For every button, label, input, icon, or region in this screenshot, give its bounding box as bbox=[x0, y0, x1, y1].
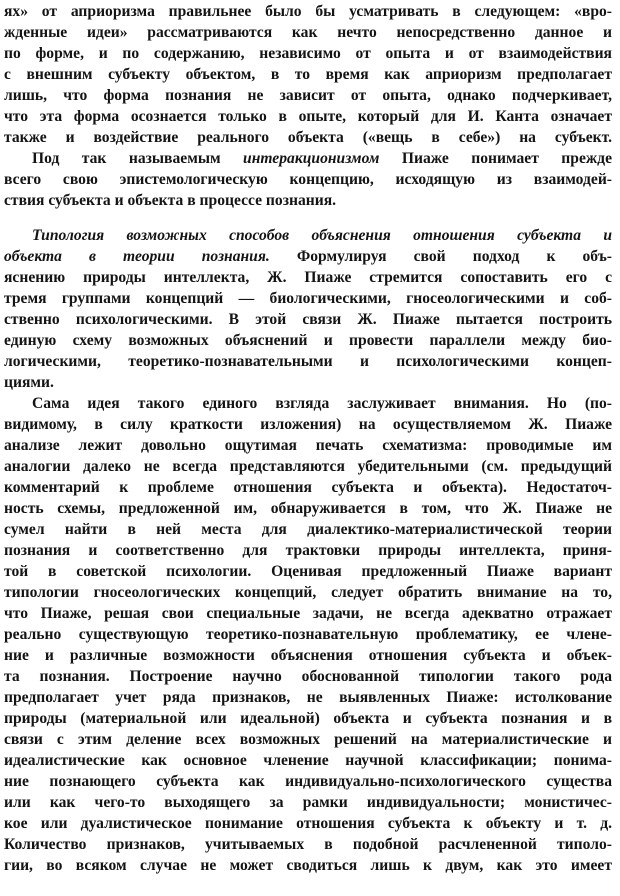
p4-line: анализе лежит довольно ощутимая печать схематизма: проводимые им bbox=[4, 437, 612, 454]
p3-line: ственно психологическими. В этой связи Ж. Пиаже пытается построить bbox=[4, 311, 612, 328]
p4-line: ние познающего субъекта как индивидуально-психологического существа bbox=[4, 773, 612, 790]
section-heading-end: объекта в теории познания. bbox=[4, 248, 270, 265]
p4-line: сумел найти в ней места для диалектико-материалистической теории bbox=[4, 521, 612, 538]
p3-line: тремя группами концепций — биологическими, гносеологическими и соб- bbox=[4, 290, 612, 307]
p4-line: видимому, в силу краткости изложения) на осуществляемом Ж. Пиаже bbox=[4, 416, 612, 433]
p1-line: лишь, что форма познания не зависит от опыта, однако подчеркивает, bbox=[4, 87, 612, 104]
p2-line: всего свою эпистемологическую концепцию, исходящую из взаимодей- bbox=[4, 171, 612, 188]
p4-line: комментарий к проблеме отношения субъекта и объекта). Недостаточ- bbox=[4, 479, 612, 496]
p1-line: ях» от априоризма правильнее было бы усматривать в следующем: «вро- bbox=[4, 3, 612, 20]
p4-line: типологии гносеологических концепций, следует обратить внимание на то, bbox=[4, 584, 612, 601]
p4-line: предполагает учет ряда признаков, не выявленных Пиаже: истолкование bbox=[4, 689, 612, 706]
p4-line: Количество признаков, учитываемых в подобной расчлененной типоло- bbox=[4, 836, 612, 853]
p1-line: что эта форма осознается только в опыте, который для И. Канта означает bbox=[4, 108, 612, 125]
p2-first-line bbox=[32, 148, 612, 169]
p4-line: идеалистические как основное членение научной классификации; понима- bbox=[4, 752, 612, 769]
p3-line: единую схему возможных объяснений и провести параллели между био- bbox=[4, 332, 612, 349]
p4-line: что Пиаже, решая свои специальные задачи, не всегда адекватно отражает bbox=[4, 605, 612, 622]
p2-line: ствия субъекта и объекта в процессе познания. bbox=[4, 192, 337, 209]
p4-line: та познания. Построение научно обоснованной типологии такого рода bbox=[4, 668, 612, 685]
p4-line: той в советской психологии. Оценивая предложенный Пиаже вариант bbox=[4, 563, 612, 580]
p3-line bbox=[4, 246, 612, 267]
p3-line: логическими, теоретико-познавательными и психологическими концеп- bbox=[4, 353, 612, 370]
p4-line: природы (материальной или идеальной) объекта и субъекта познания и в bbox=[4, 710, 612, 727]
p4-line: кое или дуалистическое понимание отношения субъекта к объекту и т. д. bbox=[4, 815, 612, 832]
p4-line: аналогии далеко не всегда представляются убедительными (см. предыдущий bbox=[4, 458, 612, 475]
p4-line: познания и соответственно для трактовки природы интеллекта, приня- bbox=[4, 542, 612, 559]
p1-line: с внешним субъекту объектом, в то время как априоризм предполагает bbox=[4, 66, 612, 83]
section-heading: Типология возможных способов объяснения отношения субъекта и bbox=[32, 227, 612, 244]
p3-text: Формулируя свой подход к объ- bbox=[296, 248, 612, 265]
p4-line: гии, во всяком случае не может сводиться лишь к двум, как это имеет bbox=[4, 857, 612, 874]
p4-line: ние и различные возможности объяснения отношения субъекта и объек- bbox=[4, 647, 612, 664]
p1-line: жденные идеи» рассматриваются как нечто непосредственно данное и bbox=[4, 24, 612, 41]
p1-line: по форме, и по содержанию, независимо от опыта и от взаимодействия bbox=[4, 45, 612, 62]
p4-line: связи с этим деление всех возможных решений на материалистические и bbox=[4, 731, 612, 748]
p1-line: также и воздействие реального объекта («вещь в себе») на субъект. bbox=[4, 129, 612, 146]
p3-line: яснению природы интеллекта, Ж. Пиаже стремится сопоставить его с bbox=[4, 269, 612, 286]
p2-text: Под так называемым bbox=[32, 150, 221, 167]
p4-line: или как чего-то выходящего за рамки индивидуальности; монистичес- bbox=[4, 794, 612, 811]
p4-line: ность схемы, предложенной им, обнаруживается в том, что Ж. Пиаже не bbox=[4, 500, 612, 517]
p2-text: Пиаже понимает прежде bbox=[401, 150, 612, 167]
p3-line: циями. bbox=[4, 374, 54, 391]
p4-line: реально существующую теоретико-познавательную проблематику, ее члене- bbox=[4, 626, 612, 643]
p4-line: Сама идея такого единого взгляда заслуживает внимания. Но (по- bbox=[32, 395, 612, 412]
p2-italic-term: интеракционизмом bbox=[243, 150, 380, 167]
